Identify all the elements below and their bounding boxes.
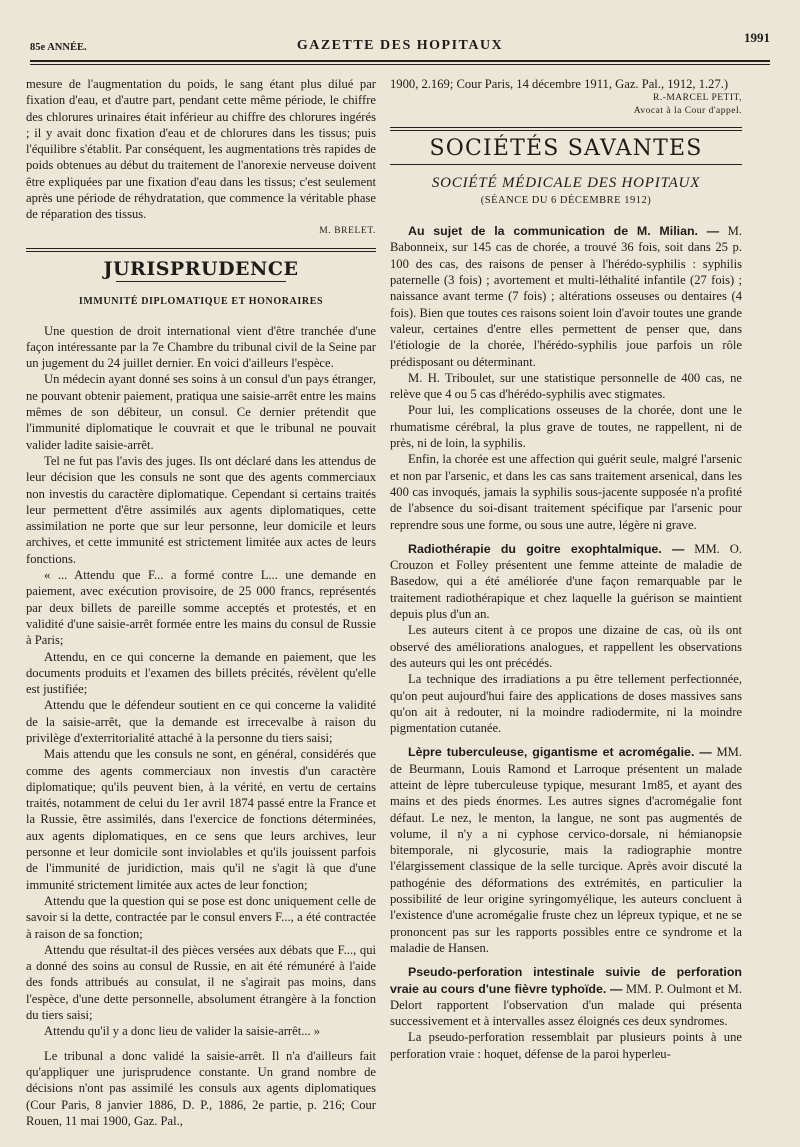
society-name: SOCIÉTÉ MÉDICALE DES HOPITAUX — [431, 174, 701, 191]
article-paragraph: Attendu que la question qui se pose est donc uniquement celle de savoir si la dette, contractée par le consul envers F..., a été contractée à raison de sa fonction; — [26, 893, 376, 941]
page-number: 1991 — [744, 30, 770, 45]
article-paragraph: Attendu que le défendeur soutient en ce qui concerne la validité de la saisie-arrêt, que la demande est irrecevalbe à raison du privilège d'exterritorialité attaché à la personne du tiers saisi; — [26, 698, 376, 745]
article-paragraph: Une question de droit international vient d'être tranchée d'une façon intéressante par la 7e Chambre du tribunal civil de la Seine par un jugement du 24 juillet dernier. En voici d'ailleurs l'espèce. — [26, 323, 376, 371]
article-paragraph: Mais attendu que les consuls ne sont, en général, considérés que comme des agents commerciaux non investis d'un caractère diplomatique; qu'ils peuvent bien, à la vérité, en vertu de certains traités, notamment de celui du 1er avril 1874 passé entre la France et la Russie, être assimilés, dans l'exercice de fonctions déterminées, aux agents diplomatiques, en ce sens que leurs archives, leur personne et leur domicile sont inviolables et qu'ils jouissent parfois de l'immunité de juridiction, mais qu'il ne s'agit là que d'une immunité strictement limitée aux actes de leur fonction; — [26, 747, 376, 892]
header-rule — [30, 60, 770, 62]
section-divider — [390, 127, 742, 131]
report-topic: Pseudo-perforation intestinale suivie de perforation vraie au cours d'une fièvre typhoïde. — — [390, 965, 742, 996]
section-underline — [116, 281, 286, 282]
report-text: Les auteurs citent à ce propos une dizaine de cas, où ils ont observé des améliorations analogues, et rappellent les observations des auteurs qui les ont précédés. — [390, 623, 742, 670]
report-text: MM. de Beurmann, Louis Ramond et Larroque présentent un malade atteint de lèpre tuberculeuse typique, mesurant 1m85, et ayant des mains et des pieds énormes. Les autres signes d'acromégalie font défaut. Le nez, le menton, la langue, ne sont pas augmentés de volume, il n'y a ni cyphose cervico-dorsale, ni hémianopsie bitemporale, ni glycosurie, mais la radiographie montre l'élargissement classique de la selle turcique. Après avoir discuté la pathogénie des déformations des extrémités, en particulier la possibilité de leur origine syringomyélique, les auteurs concluent à l'existence d'une acromégalie fruste chez un lépreux typique, et ne se prononcent pas sur les rapports possibles entre ce syndrome et la maladie de Hansen. — [390, 745, 742, 955]
report-paragraph — [390, 1029, 742, 1062]
report-paragraph — [390, 964, 742, 1029]
intro-paragraph: mesure de l'augmentation du poids, le sang étant plus dilué par fixation d'eau, et d'autre part, pendant cette même période, le chiffre des chlorures urinaires était inférieur au chiffre des chlorures ingérés ; il y avait donc fixation d'eau et de chlorures dans les tissus; puis l'équilibre s'établit. Par conséquent, les augmentations très rapides de poids obtenues au début du traitement de l'anorexie nerveuse doivent être expliquées par une fixation d'eau dans les tissus; c'est seulement après une période de réhydratation, que commence la véritable phase de réparation des tissus. — [26, 77, 376, 222]
signature-name: R.-MARCEL PETIT, — [652, 93, 742, 104]
report-text: Pour lui, les complications osseuses de la chorée, dont une le rhumatisme cérébral, la plus grave de toutes, ne rappellent, ni de près, ni de loin, la syphilis. — [390, 403, 742, 451]
section-divider — [26, 248, 376, 252]
report-paragraph — [390, 223, 742, 370]
journal-title: GAZETTE DES HOPITAUX — [296, 38, 504, 53]
report-paragraph — [390, 744, 742, 956]
intro-signature: M. BRELET. — [319, 225, 376, 236]
report-paragraph — [390, 402, 742, 451]
article-paragraph: Attendu, en ce qui concerne la demande en paiement, que les documents produits et l'examen des billets précités, révèlent qu'elle est justifiée; — [26, 649, 376, 697]
left-column — [26, 76, 376, 1129]
year-label: 85e ANNÉE. — [30, 42, 87, 53]
report-paragraph — [390, 541, 742, 622]
continuation-paragraph: 1900, 2.169; Cour Paris, 14 décembre 1911, Gaz. Pal., 1912, 1.27.) — [390, 77, 729, 91]
report-text: M. H. Triboulet, sur une statistique personnelle de 400 cas, ne relève que 4 ou 5 cas d'hérédo-syphilis avec stigmates. — [390, 370, 742, 402]
report-topic: Lèpre tuberculeuse, gigantisme et acromégalie. — — [408, 745, 712, 760]
page-header — [30, 30, 770, 60]
article-paragraph: « ... Attendu que F... a formé contre L... une demande en paiement, avec exécution provisoire, de 25 000 francs, représentés par deux billets de pareille somme acceptés et protestés, et en validité d'une saisie-arrêt formée entre les mains du consul de Russie à Paris; — [26, 568, 376, 648]
report-paragraph — [390, 622, 742, 671]
report-paragraph — [390, 671, 742, 736]
report-text: La pseudo-perforation ressemblait par plusieurs points à une perforation vraie : hoquet, défense de la paroi hyperleu- — [390, 1030, 742, 1061]
section-title-jurisprudence: JURISPRUDENCE — [103, 257, 299, 280]
report-text: MM. O. Crouzon et Folley présentent une femme atteinte de maladie de Basedow, qui a été améliorée d'une façon remarquable par le traitement radiothérapique et chez laquelle la guérison se maintient depuis plus d'un an. — [390, 541, 742, 622]
author-signature — [390, 92, 742, 118]
report-topic: Au sujet de la communication de M. Milian. — — [408, 224, 720, 239]
report-paragraph — [390, 451, 742, 532]
report-text: Enfin, la chorée est une affection qui guérit seule, malgré l'arsenic et non par l'arsenic, et dans les cas sans traitement arsenical, dans les 400 cas invoqués, jamais la syphilis sous-jacente supposée n'a profité de l'absence du soi-disant traitement spécifique par l'arsenic pour reprendre sous une forme, ou sous une autre, légère ni grave. — [390, 452, 742, 532]
article-paragraph: Tel ne fut pas l'avis des juges. Ils ont déclaré dans les attendus de leur décision que les consuls ne sont que des agents commerciaux non investis du caractère diplomatique. Cependant si certains traités leur permettent d'être assimilés aux agents diplomatiques, cette assimilation ne porte que sur leur personne, leur domicile et leurs archives, et cette immunité est strictement limitée aux actes de leurs fonctions. — [26, 453, 376, 566]
report-topic: Radiothérapie du goitre exophtalmique. — — [408, 541, 685, 556]
seance-date: (SÉANCE DU 6 DÉCEMBRE 1912) — [480, 194, 652, 206]
right-column — [390, 76, 742, 1062]
report-text: MM. P. Oulmont et M. Delort rapportent l'observation d'un malade qui présenta successivement et à intervalles assez éloignés ces deux syndromes. — [390, 981, 742, 1029]
header-rule-thin — [30, 64, 770, 65]
report-paragraph — [390, 370, 742, 403]
article-paragraph: Attendu qu'il y a donc lieu de valider la saisie-arrêt... » — [44, 1024, 321, 1039]
section-title-societes: SOCIÉTÉS SAVANTES — [429, 136, 703, 162]
article-paragraph: Un médecin ayant donné ses soins à un consul d'un pays étranger, ne pouvant obtenir paiement, pratiqua une saisie-arrêt entre les mains mêmes de son débiteur, un consul. Ce dernier prétendit que l'immunité diplomatique le couvrait et que le tribunal ne pouvait valider ladite saisie-arrêt. — [26, 372, 376, 452]
report-text: M. Babonneix, sur 145 cas de chorée, a trouvé 36 fois, soit dans 25 p. 100 des cas, des raisons de penser à l'hérédo-syphilis : syphilis paternelle (3 fois) ; avortement et multi-léthalité infantile (27 fois) ; naissance avant terme (7 fois) ; altérations osseuses ou dentaires (4 fois). Bien que toutes ces raisons soient loin d'avoir toutes une grande valeur, certaines d'entre elles permettent de penser que, dans l'étiologie de la chorée, l'hérédo-syphilis joue parfois un rôle prédisposant ou déterminant. — [390, 224, 742, 369]
section-underline — [390, 164, 742, 165]
article-subhead: IMMUNITÉ DIPLOMATIQUE ET HONORAIRES — [78, 296, 324, 308]
report-text: La technique des irradiations a pu être tellement perfectionnée, qu'on peut aujourd'hui faire des applications de doses massives sans qu'on ait à redouter, ni la moindre radiodermite, ni la moindre pigmentation cutanée. — [390, 672, 742, 736]
signature-title: Avocat à la Cour d'appel. — [633, 106, 742, 117]
article-paragraph: Attendu que résultat-il des pièces versées aux débats que F..., qui a donné des soins au consul de Russie, en ait été rémunéré à l'aide des fonds attribués au consulat, il ne s'agirait pas moins, dans l'espèce, d'une dette personnelle, absolument étrangère à la fonction du tiers saisi; — [26, 942, 376, 1023]
article-paragraph: Le tribunal a donc validé la saisie-arrêt. Il n'a d'ailleurs fait qu'appliquer une jurisprudence constante. Un grand nombre de décisions n'ont pas assimilé les consuls aux agents diplomatiques (Cour Paris, 8 janvier 1886, D. P., 1886, 2e partie, p. 216; Cour Rouen, 11 mai 1900, Gaz. Pal., — [26, 1048, 376, 1128]
